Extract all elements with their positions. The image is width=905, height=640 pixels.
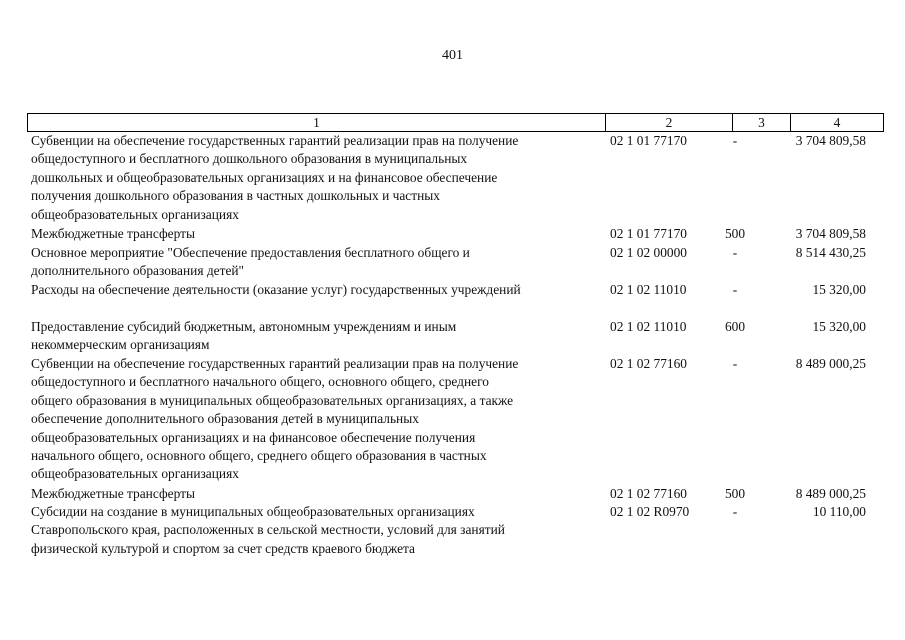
header-col-3: 3 [733, 114, 791, 131]
table-row [31, 318, 883, 355]
table-row [31, 281, 883, 318]
row-description: Предоставление субсидий бюджетным, автономным учреждениям и иным некоммерческим организациям [31, 319, 457, 353]
row-amount: 3 704 809,58 [795, 226, 866, 241]
row-expense-type: 500 [724, 226, 746, 241]
row-code: 02 1 02 00000 [610, 245, 687, 260]
table-row [31, 225, 883, 244]
row-description: Расходы на обеспечение деятельности (оказание услуг) государственных учреждений [31, 282, 521, 297]
row-amount: 8 489 000,25 [795, 356, 866, 371]
row-amount: 15 320,00 [812, 282, 866, 297]
header-col-1: 1 [28, 114, 606, 131]
row-amount: 3 704 809,58 [795, 133, 866, 148]
header-col-4: 4 [791, 114, 884, 131]
row-description: Субсидии на создание в муниципальных общеобразовательных организациях Ставропольского края, расположенных в сельской местности, условий для занятий физической культурой и спортом за счет средств краевого бюджета [31, 504, 505, 556]
row-expense-type: - [732, 356, 738, 371]
row-code: 02 1 02 77160 [610, 356, 687, 371]
table-row [31, 503, 883, 559]
table-body [31, 132, 883, 559]
row-expense-type: 600 [724, 319, 746, 334]
row-code: 02 1 02 11010 [610, 319, 687, 334]
page-number: 401 [442, 48, 463, 63]
table-row [31, 355, 883, 485]
table-row [31, 244, 883, 281]
table-row [31, 485, 883, 503]
row-expense-type: - [732, 133, 738, 148]
header-col-2: 2 [606, 114, 733, 131]
row-expense-type: - [732, 504, 738, 519]
row-code: 02 1 02 11010 [610, 282, 687, 297]
row-code: 02 1 01 77170 [610, 133, 687, 148]
row-description: Межбюджетные трансферты [31, 226, 195, 241]
row-amount: 10 110,00 [812, 504, 866, 519]
row-description: Межбюджетные трансферты [31, 486, 195, 501]
row-code: 02 1 02 77160 [610, 486, 687, 501]
row-expense-type: - [732, 282, 738, 297]
table-header [27, 113, 884, 132]
row-description: Субвенции на обеспечение государственных гарантий реализации прав на получение общедоступного и бесплатного начального общего, основного общего, среднего общего образования в муниципальных общеобразовательных организациях, а также обеспечение дополнительного образования детей в муниципальных общеобразовательных организациях и на финансовое обеспечение получения начального общего, основного общего, среднего общего образования в частных общеобразовательных организациях [31, 356, 519, 482]
row-code: 02 1 02 R0970 [610, 504, 690, 519]
row-description: Субвенции на обеспечение государственных гарантий реализации прав на получение общедоступного и бесплатного дошкольного образования в муниципальных дошкольных и общеобразовательных организациях и на финансовое обеспечение получения дошкольного образования в частных дошкольных и частных общеобразовательных организациях [31, 133, 519, 222]
row-expense-type: 500 [724, 486, 746, 501]
row-expense-type: - [732, 245, 738, 260]
row-description: Основное мероприятие "Обеспечение предоставления бесплатного общего и дополнительного образования детей" [31, 245, 470, 279]
row-amount: 8 489 000,25 [795, 486, 866, 501]
row-code: 02 1 01 77170 [610, 226, 687, 241]
row-amount: 8 514 430,25 [795, 245, 866, 260]
row-amount: 15 320,00 [812, 319, 866, 334]
table-row [31, 132, 883, 225]
